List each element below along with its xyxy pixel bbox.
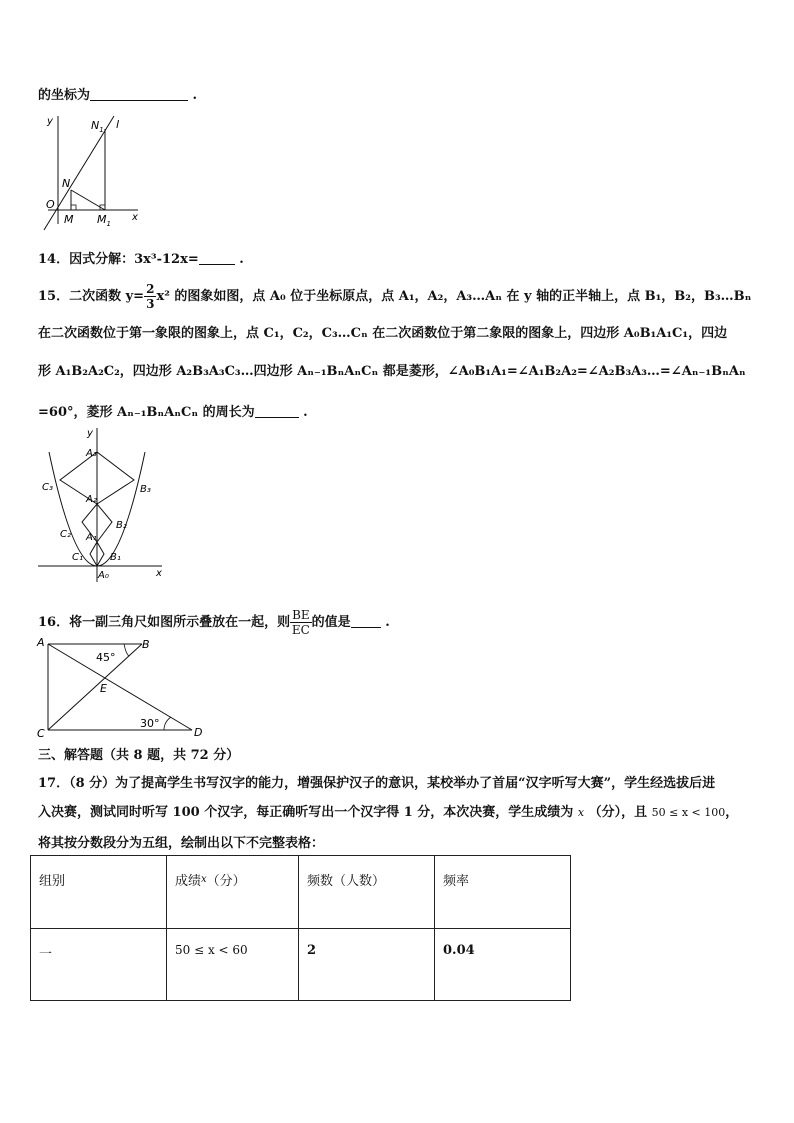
q17-line-3 (38, 832, 324, 851)
q15-l1b: x² 的图象如图，点 A₀ 位于坐标原点，点 A₁，A₂，A₃…Aₙ 在 y 轴的正半轴上，点 B₁，B₂，B₃…Bₙ (156, 289, 752, 304)
label-D: D (194, 726, 203, 739)
q16-figure (34, 636, 214, 740)
section-3-title: 三、解答题（共 8 题，共 72 分） (38, 748, 240, 763)
q14-text: 14．因式分解：3x³-12x= (38, 252, 199, 267)
label-B: B (142, 638, 150, 651)
q15-fraction (144, 282, 156, 311)
q13-figure (34, 112, 154, 232)
q15-line-2 (38, 322, 727, 341)
label-N1: $N_1$ (91, 119, 104, 134)
q15-frac-den: 3 (146, 297, 155, 311)
label-x: x (132, 212, 138, 223)
label-M: M (64, 213, 74, 226)
q15-end: . (303, 405, 308, 420)
q14-blank (199, 251, 235, 265)
q15-frac-num: 2 (146, 282, 155, 296)
header-score-unit: （分） (206, 874, 246, 889)
q15-l4: =60°，菱形 Aₙ₋₁BₙAₙCₙ 的周长为 (38, 405, 255, 420)
q13-blank (90, 87, 188, 101)
label-A: A (37, 636, 45, 649)
q13-answer-line (38, 84, 197, 103)
count-1: 2 (307, 943, 317, 958)
label-45: 45° (96, 651, 116, 664)
label-B1: B₁ (110, 552, 121, 563)
header-cell-score (167, 856, 299, 929)
q16-fraction (290, 608, 312, 637)
q15-line-1 (38, 282, 751, 311)
arc-45 (124, 644, 129, 656)
q13-text: 的坐标为 (38, 88, 91, 103)
cell-rate-1 (435, 929, 571, 1001)
label-B2: B₂ (116, 520, 127, 531)
label-O: O (46, 198, 55, 211)
header-group: 组别 (39, 874, 66, 889)
table-header-row (31, 856, 571, 929)
header-rate: 频率 (443, 874, 470, 889)
q15-blank (255, 404, 299, 418)
q15-line-4 (38, 401, 308, 420)
header-score: 成绩 (175, 874, 202, 889)
header-cell-frequency (299, 856, 435, 929)
q17-l2x: x (577, 806, 585, 819)
label-A0: A₀ (98, 570, 109, 581)
label-l: l (116, 118, 120, 131)
q15-l2: 在二次函数位于第一象限的图象上，点 C₁，C₂，C₃…Cₙ 在二次函数位于第二象限的图象上，四边形 A₀B₁A₁C₁，四边 (38, 326, 728, 341)
label-B3: B₃ (140, 484, 151, 495)
q17-line-1 (38, 772, 715, 791)
label-x: x (156, 568, 162, 579)
q16-frac-den: EC (291, 623, 310, 637)
q17-l1: 17．（8 分）为了提高学生书写汉字的能力，增强保护汉子的意识，某校举办了首届“汉字听写大赛”，学生经选拔后进 (38, 776, 716, 791)
q16-text-b: 的值是 (311, 615, 351, 630)
label-A2: A₂ (86, 494, 97, 505)
cell-group-1 (31, 929, 167, 1001)
label-C3: C₃ (42, 482, 53, 493)
right-angle-mark-m (71, 205, 76, 210)
label-E: E (100, 682, 107, 695)
q13-end: . (192, 88, 198, 103)
q16 (38, 608, 390, 637)
q16-end: . (385, 615, 390, 630)
q16-text-a: 16．将一副三角尺如图所示叠放在一起，则 (38, 615, 291, 630)
header-cell-group (31, 856, 167, 929)
table-row (31, 929, 571, 1001)
label-A1: A₁ (86, 532, 97, 543)
arc-30 (164, 717, 171, 730)
cell-count-1 (299, 929, 435, 1001)
header-score-x: x (201, 874, 207, 885)
q17-l2b: （分），且 (588, 805, 648, 820)
label-C2: C₂ (60, 529, 71, 540)
score-table (30, 855, 571, 1001)
label-C: C (37, 727, 45, 740)
q14 (38, 248, 244, 267)
q16-frac-num: BE (292, 608, 310, 622)
q17-l2a: 入决赛，测试同时听写 100 个汉字，每正确听写出一个汉字得 1 分，本次决赛，学生成绩为 (38, 805, 574, 820)
section-3-header (38, 744, 239, 763)
label-30: 30° (140, 717, 160, 730)
header-frequency: 频数（人数） (307, 874, 386, 889)
group-1: 一 (39, 947, 53, 962)
q17-l2ineq: 50 ≤ x < 100 (651, 806, 726, 819)
cell-range-1 (167, 929, 299, 1001)
q15-l1a: 15．二次函数 y= (38, 289, 145, 304)
range-1: 50 ≤ x < 60 (175, 943, 248, 957)
q17-l3: 将其按分数段分为五组，绘制出以下不完整表格： (38, 836, 325, 851)
q17-l2end: ， (725, 805, 739, 820)
label-N: N (62, 177, 71, 190)
label-M1: $M_1$ (97, 213, 111, 228)
q16-blank (351, 614, 381, 628)
label-y: y (87, 428, 93, 439)
q17-line-2 (38, 801, 738, 820)
label-C1: C₁ (72, 552, 83, 563)
label-y: y (47, 116, 53, 127)
q15-figure (34, 424, 174, 584)
side-BC (48, 644, 142, 730)
rate-1: 0.04 (443, 943, 475, 958)
header-cell-rate (435, 856, 571, 929)
q15-l3: 形 A₁B₂A₂C₂，四边形 A₂B₃A₃C₃…四边形 Aₙ₋₁BₙAₙCₙ 都是菱形，∠A₀B₁A₁=∠A₁B₂A₂=∠A₂B₃A₃…=∠Aₙ₋₁BₙAₙ (38, 364, 746, 379)
label-A3: A₃ (86, 448, 97, 459)
q14-end: . (239, 252, 244, 267)
q15-line-3 (38, 360, 746, 379)
